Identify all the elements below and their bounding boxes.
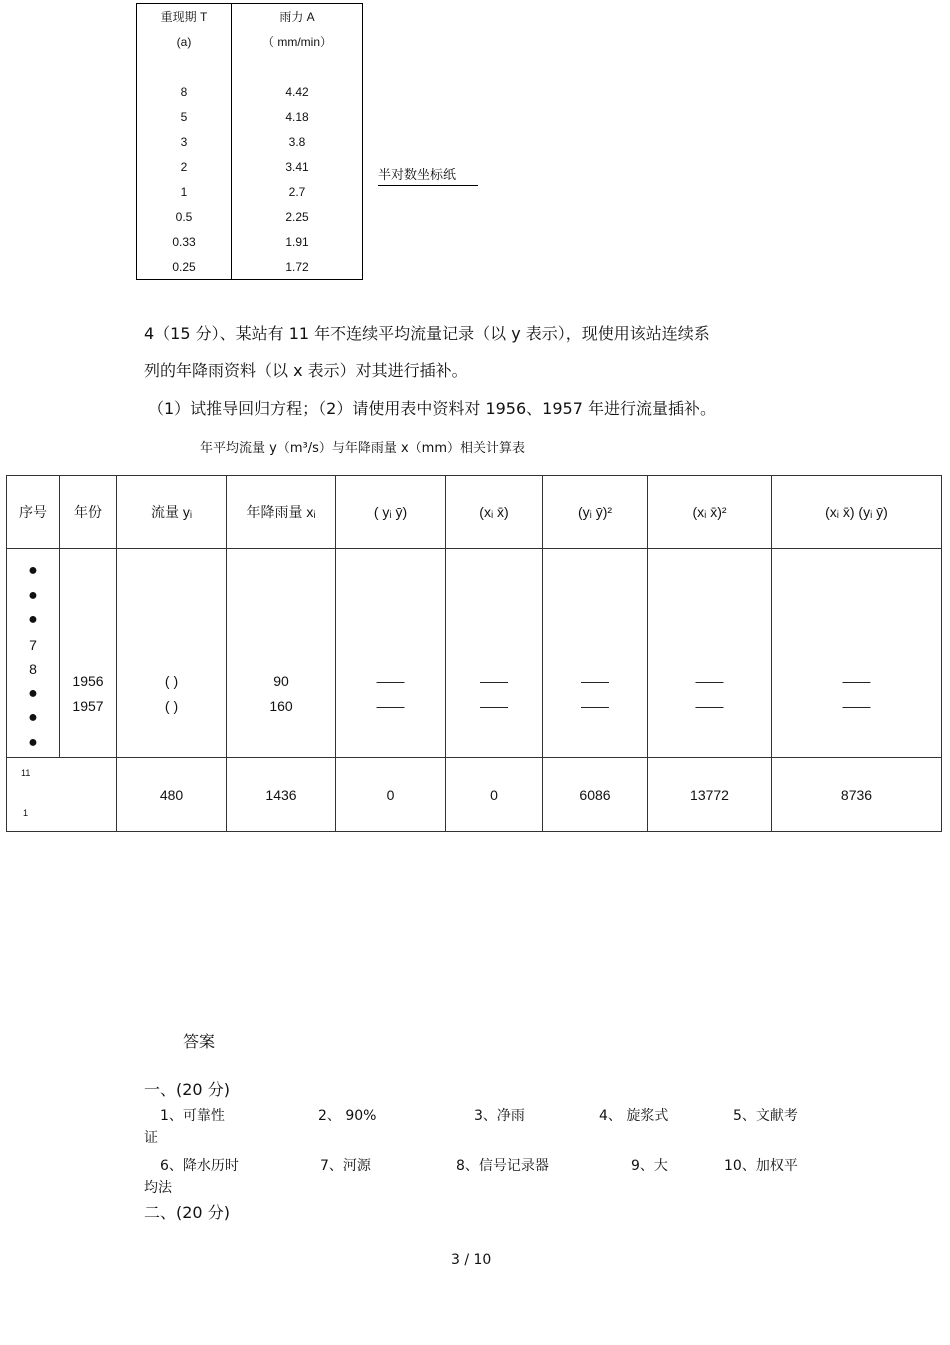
header-return-period: 重现期 T [137,4,232,30]
row-dash: —— [842,697,871,714]
bullet: ● [28,733,38,751]
answer-item: 4、 旋浆式 [599,1108,669,1124]
cell: 0.25 [137,254,232,280]
answer-item-wrap: 证 [144,1130,158,1146]
sum-upper: 11 [21,768,31,778]
col-header: (xᵢ x̄) [446,476,543,549]
cell: 2 [137,154,232,179]
question-line-3: （1）试推导回归方程；（2）请使用表中资料对 1956、1957 年进行流量插补。 [148,399,716,418]
answer-item-wrap: 均法 [144,1180,172,1196]
total: 480 [117,758,227,832]
sum-lower: 1 [23,808,29,818]
answer-item: 7、河源 [320,1158,371,1174]
bullet: ● [28,586,38,604]
cell: 0.5 [137,204,232,229]
section-1-heading: 一、(20 分) [144,1080,230,1099]
header-unit-mm: （ mm/min） [232,29,363,54]
row-dash: —— [480,697,508,714]
answer-item: 1、可靠性 [160,1108,225,1124]
answer-item: 3、净雨 [474,1108,525,1124]
answer-item: 8、信号记录器 [456,1158,549,1174]
rain-intensity-table [136,3,363,280]
paper-label: 半对数坐标纸 [378,164,478,186]
col-header: ( yᵢ ȳ) [336,476,446,549]
answer-item: 6、降水历时 [160,1158,239,1174]
cell: 3.41 [232,154,363,179]
cell: 2.7 [232,179,363,204]
table-caption: 年平均流量 y（m³/s）与年降雨量 x（mm）相关计算表 [200,441,526,456]
total: 6086 [543,758,648,832]
bullet: ● [28,684,38,702]
bullet: ● [28,709,38,726]
cell: 4.18 [232,104,363,129]
correlation-table [6,475,942,832]
row-dash: —— [581,673,609,690]
question-line-1: 4（15 分）、某站有 11 年不连续平均流量记录（以 y 表示），现使用该站连续系 [144,324,710,343]
col-header: 年份 [60,476,117,549]
answer-item: 2、 90% [318,1108,377,1124]
col-header: 年降雨量 xᵢ [227,476,336,549]
answer-title: 答案 [183,1032,216,1051]
row-dash: —— [376,697,405,714]
header-unit-a: (a) [137,29,232,54]
row-dash: —— [695,673,724,690]
cell: 4.42 [232,79,363,104]
col-header: 流量 yᵢ [117,476,227,549]
total: 0 [336,758,446,832]
answer-item: 10、加权平 [724,1158,798,1174]
total: 1436 [227,758,336,832]
row-no: 8 [29,661,37,677]
col-header: (xᵢ x̄) (yᵢ ȳ) [772,476,942,549]
cell: 3.8 [232,129,363,154]
answer-item: 5、文献考 [733,1108,798,1124]
sum-symbol [7,758,117,832]
row-dash: —— [842,673,871,690]
row-flow-blank: ( ) [164,673,179,690]
cell: 1 [137,179,232,204]
total: 0 [446,758,543,832]
section-2-heading: 二、(20 分) [144,1203,230,1222]
cell: 3 [137,129,232,154]
row-year: 1957 [72,697,104,714]
col-header: (xᵢ x̄)² [648,476,772,549]
bullet: ● [28,562,38,579]
col-header: (yᵢ ȳ)² [543,476,648,549]
row-year: 1956 [72,673,104,690]
cell: 2.25 [232,204,363,229]
cell: 1.91 [232,229,363,254]
cell: 5 [137,104,232,129]
total: 13772 [648,758,772,832]
row-dash: —— [695,697,724,714]
cell: 1.72 [232,254,363,280]
row-rain: 160 [269,697,293,714]
question-line-2: 列的年降雨资料（以 x 表示）对其进行插补。 [144,361,468,380]
cell: 8 [137,79,232,104]
row-no: 7 [29,636,37,653]
no-column [7,549,60,758]
row-flow-blank: ( ) [164,697,179,714]
col-header: 序号 [7,476,60,549]
cell: 0.33 [137,229,232,254]
header-rain-force: 雨力 A [232,4,363,30]
row-rain: 90 [273,673,289,690]
row-dash: —— [581,697,609,714]
answer-item: 9、大 [631,1158,668,1174]
bullet: ● [28,611,38,628]
page-number: 3 / 10 [451,1252,492,1268]
total: 8736 [772,758,942,832]
row-dash: —— [480,673,508,690]
row-dash: —— [376,673,405,690]
